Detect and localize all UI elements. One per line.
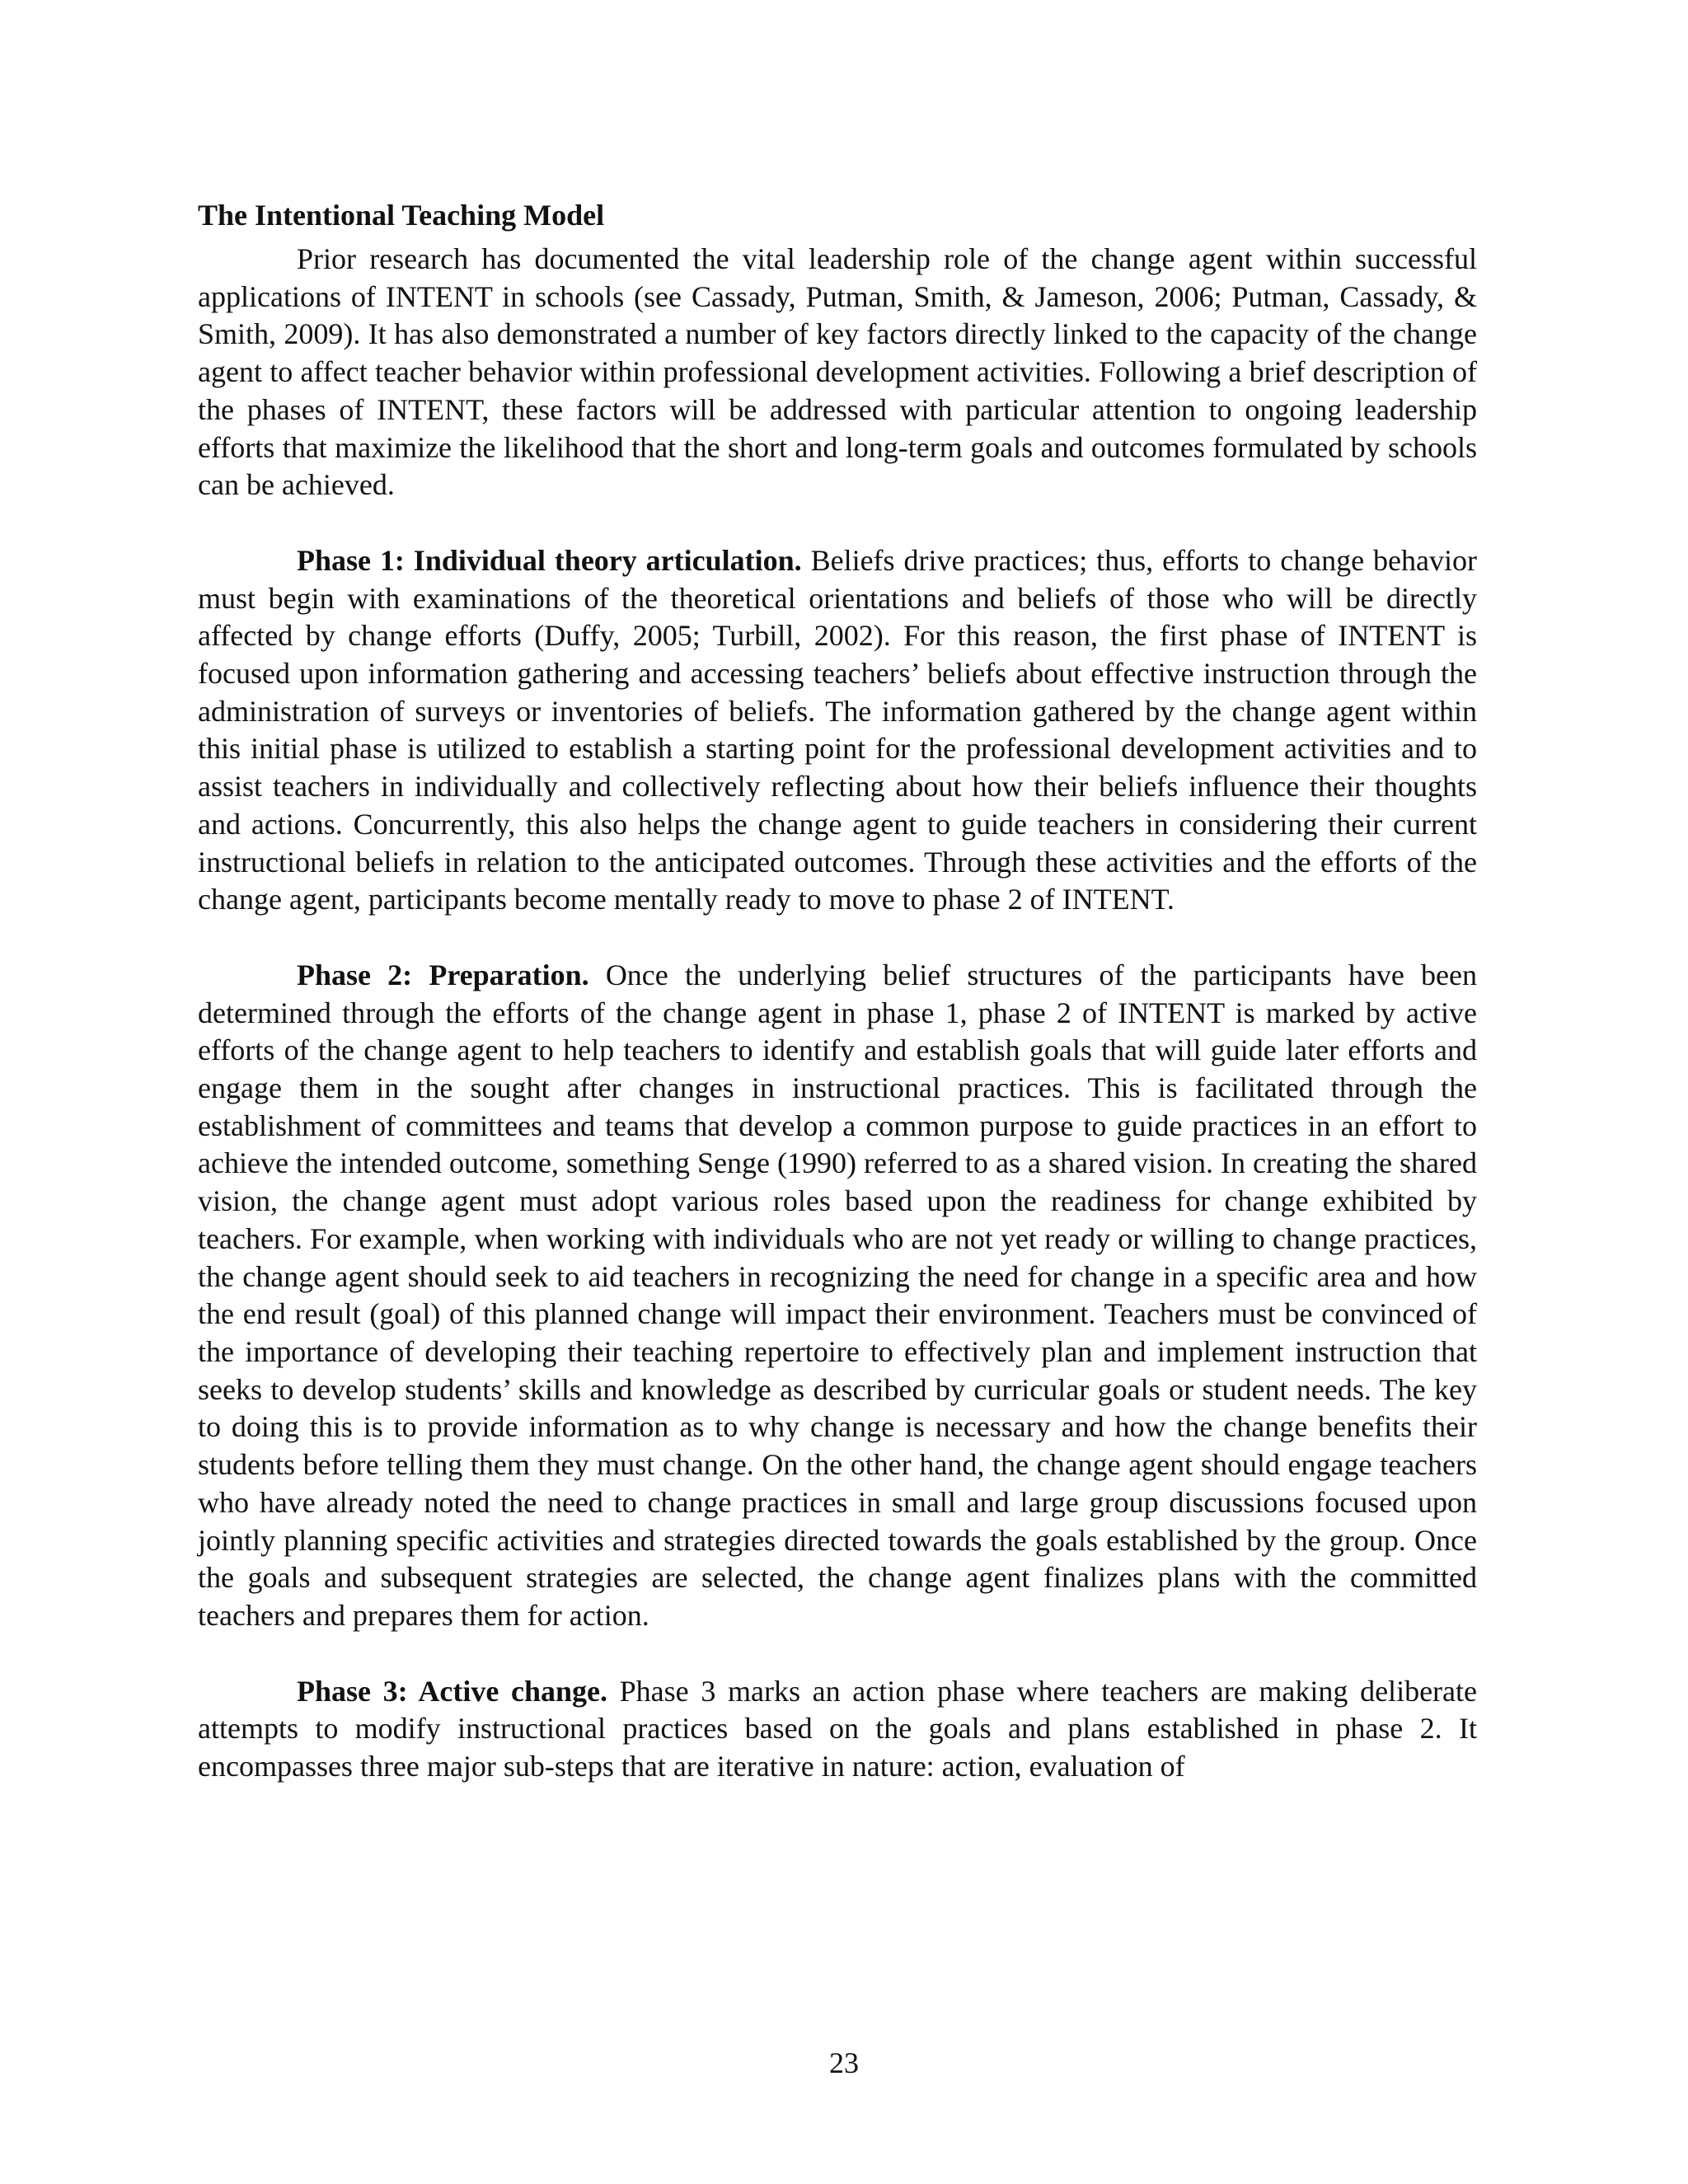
phase-3-heading: Phase 3: Active change. xyxy=(297,1674,607,1708)
paragraph-phase-1 xyxy=(198,542,1477,919)
phase-2-heading: Phase 2: Preparation. xyxy=(297,958,589,991)
document-page xyxy=(198,196,1477,1786)
page-number: 23 xyxy=(829,2046,859,2079)
paragraph-intro-text: Prior research has documented the vital leadership role of the change agent within successful applications of INTENT in schools (see Cassady, Putman, Smith, & Jameson, 2006; Putman, Cassady, & Smith, 2009). It has also demonstrated a number of key factors directly linked to the capacity of the change agent to affect teacher behavior within professional development activities. Following a brief description of the phases of INTENT, these factors will be addressed with particular attention to ongoing leadership efforts that maximize the likelihood that the short and long-term goals and outcomes formulated by schools can be achieved. xyxy=(198,242,1477,502)
section-heading: The Intentional Teaching Model xyxy=(198,199,605,232)
phase-3-text: Phase 3 marks an action phase where teachers are making deliberate attempts to modify instructional practices based on the goals and plans established in phase 2. It encompasses three major sub-steps that are iterative in nature: action, evaluation of xyxy=(198,1674,1477,1783)
paragraph-intro xyxy=(198,241,1477,504)
phase-1-text: Beliefs drive practices; thus, efforts to change behavior must begin with examinations of the theoretical orientations and beliefs of those who will be directly affected by change efforts (Duffy, 2005; Turbill, 2002). For this reason, the first phase of INTENT is focused upon information gathering and accessing teachers’ beliefs about effective instruction through the administration of surveys or inventories of beliefs. The information gathered by the change agent within this initial phase is utilized to establish a starting point for the professional development activities and to assist teachers in individually and collectively reflecting about how their beliefs influence their thoughts and actions. Concurrently, this also helps the change agent to guide teachers in considering their current instructional beliefs in relation to the anticipated outcomes. Through these activities and the efforts of the change agent, participants become mentally ready to move to phase 2 of INTENT. xyxy=(198,543,1477,916)
phase-1-heading: Phase 1: Individual theory articulation. xyxy=(297,543,802,577)
phase-2-text: Once the underlying belief structures of the participants have been determined through the efforts of the change agent in phase 1, phase 2 of INTENT is marked by active efforts of the change agent to help teachers to identify and establish goals that will guide later efforts and engage them in the sought after changes in instructional practices. This is facilitated through the establishment of committees and teams that develop a common purpose to guide practices in an effort to achieve the intended outcome, something Senge (1990) referred to as a shared vision. In creating the shared vision, the change agent must adopt various roles based upon the readiness for change exhibited by teachers. For example, when working with individuals who are not yet ready or willing to change practices, the change agent should seek to aid teachers in recognizing the need for change in a specific area and how the end result (goal) of this planned change will impact their environment. Teachers must be convinced of the importance of developing their teaching repertoire to effectively plan and implement instruction that seeks to develop students’ skills and knowledge as described by curricular goals or student needs. The key to doing this is to provide information as to why change is necessary and how the change benefits their students before telling them they must change. On the other hand, the change agent should engage teachers who have already noted the need to change practices in small and large group discussions focused upon jointly planning specific activities and strategies directed towards the goals established by the group. Once the goals and subsequent strategies are selected, the change agent finalizes plans with the committed teachers and prepares them for action. xyxy=(198,958,1477,1632)
paragraph-phase-2 xyxy=(198,957,1477,1635)
paragraph-phase-3 xyxy=(198,1673,1477,1786)
